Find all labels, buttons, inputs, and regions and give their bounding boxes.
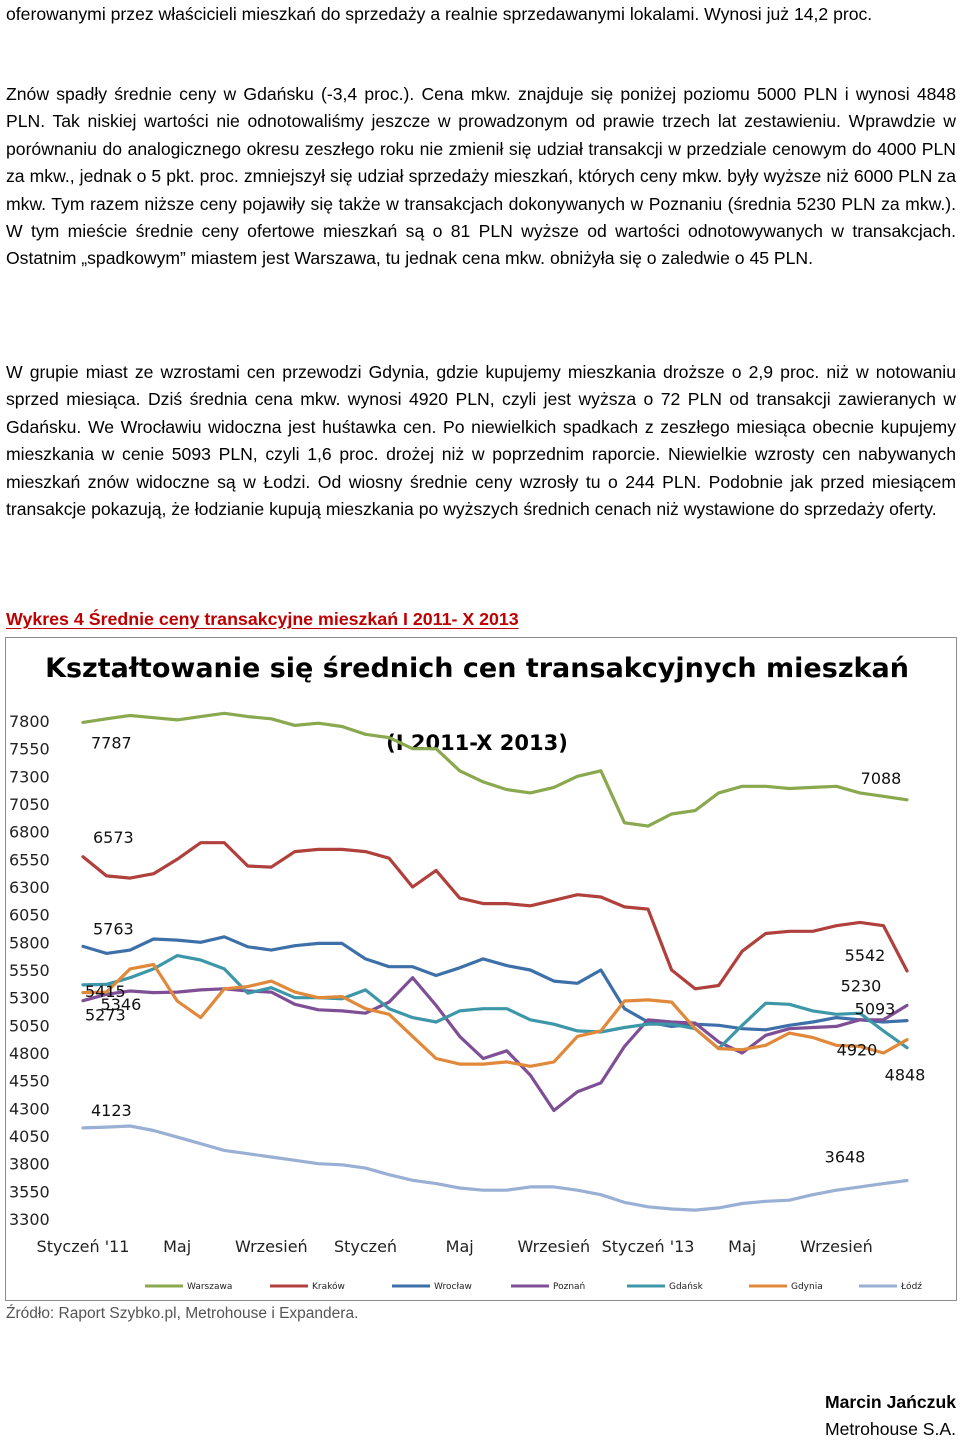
value-label: 5415 <box>85 981 126 1001</box>
value-label: 3648 <box>824 1147 866 1167</box>
legend-label: Łódź <box>901 1282 923 1292</box>
y-tick-label: 4550 <box>9 1071 50 1091</box>
x-tick-label: Maj <box>445 1237 474 1256</box>
y-tick-label: 3550 <box>9 1182 50 1202</box>
x-tick-label: Styczeń '13 <box>601 1237 695 1256</box>
value-label: 5093 <box>854 999 896 1019</box>
x-tick-label: Wrzesień <box>800 1237 873 1256</box>
y-tick-label: 6800 <box>9 822 50 842</box>
y-tick-label: 5550 <box>9 961 50 980</box>
x-tick-label: Wrzesień <box>234 1237 308 1256</box>
y-tick-label: 7050 <box>9 795 50 814</box>
paragraph-growth-cities: W grupie miast ze wzrostami cen przewodzi Gdynia, gdzie kupujemy mieszkania droższe o 2,9 proc. niż w notowaniu sprzed miesiąca. Dziś średnia cena mkw. wynosi 4920 PLN, czyli jest wyższa o 72 PLN od transakcji zawieranych w Gdańsku. We Wrocławiu widoczna jest huśtawka cen. Po niewielkich spadkach z zeszłego miesiąca obecnie kupujemy mieszkania w cenie 5093 PLN, czyli 1,6 proc. drożej niż w poprzednim raporcie. Niewielkie wzrosty cen nabywanych mieszkań znów widoczne są w Łodzi. Od wiosny średnie ceny wzrosły tu o 244 PLN. Podobnie jak przed miesiącem transakcje pokazują, że łodzianie kupują mieszkania po wyższych średnich cenach niż wystawione do sprzedaży oferty. <box>6 362 956 520</box>
y-tick-label: 5050 <box>9 1016 50 1036</box>
price-chart <box>5 637 957 1301</box>
y-tick-label: 6300 <box>9 878 50 897</box>
legend-label: Warszawa <box>187 1282 233 1292</box>
value-label: 5763 <box>93 919 134 939</box>
x-tick-label: Styczeń '11 <box>36 1237 130 1256</box>
y-tick-label: 6550 <box>9 850 50 870</box>
legend-label: Poznań <box>553 1282 586 1292</box>
author-name: Marcin Jańczuk <box>824 1392 956 1412</box>
value-label: 5346 <box>100 995 142 1015</box>
paragraph-gdansk: Znów spadły średnie ceny w Gdańsku (-3,4 proc.). Cena mkw. znajduje się poniżej poziomu 5000 PLN i wynosi 4848 PLN. Tak niskiej wartości nie odnotowaliśmy jeszcze w prowadzonym od prawie trzech lat zestawieniu. Wprawdzie w porównaniu do analogicznego okresu zeszłego roku nie zmienił się udział transakcji w przedziale cenowym do 4000 PLN za mkw., jednak o 5 pkt. proc. zmniejszył się udział sprzedaży mieszkań, których ceny mkw. były wyższe niż 6000 PLN za mkw. Tym razem niższe ceny pojawiły się także w transakcjach dokonywanych w Poznaniu (średnia 5230 PLN za mkw.). W tym mieście średnie ceny ofertowe mieszkań są o 81 PLN wyższe od wartości odnotowywanych w transakcjach. Ostatnim „spadkowym” miastem jest Warszawa, tu jednak cena mkw. obniżyła się o zaledwie o 45 PLN. <box>6 84 956 269</box>
y-tick-label: 4300 <box>9 1099 50 1119</box>
value-label: 4123 <box>91 1100 132 1120</box>
y-tick-label: 4050 <box>9 1127 50 1146</box>
value-label: 4920 <box>836 1040 878 1060</box>
chart-title: Kształtowanie się średnich cen transakcyjnych mieszkań <box>45 653 909 684</box>
x-tick-label: Wrzesień <box>517 1237 591 1256</box>
value-label: 7088 <box>860 768 902 788</box>
y-tick-label: 7550 <box>9 739 50 759</box>
y-tick-label: 4800 <box>9 1044 50 1063</box>
y-tick-label: 7300 <box>9 767 50 787</box>
chart-subtitle: (I 2011-X 2013) <box>386 731 568 755</box>
chart-container <box>5 637 957 1301</box>
y-tick-label: 5800 <box>9 933 50 953</box>
source-note: Źródło: Raport Szybko.pl, Metrohouse i Expandera. <box>6 1305 359 1322</box>
value-label: 5230 <box>840 976 882 996</box>
legend-label: Gdańsk <box>669 1282 703 1292</box>
value-label: 4848 <box>884 1065 926 1085</box>
author-company: Metrohouse S.A. <box>824 1419 956 1439</box>
legend-label: Wrocław <box>434 1282 472 1292</box>
y-tick-label: 5300 <box>9 988 50 1008</box>
x-tick-label: Styczeń <box>333 1237 398 1256</box>
x-tick-label: Maj <box>163 1237 192 1256</box>
legend-label: Kraków <box>312 1282 345 1292</box>
value-label: 5273 <box>85 1005 126 1025</box>
value-label: 6573 <box>93 827 134 847</box>
y-tick-label: 7800 <box>9 712 50 731</box>
legend-label: Gdynia <box>791 1282 823 1292</box>
y-tick-label: 3800 <box>9 1154 50 1174</box>
y-tick-label: 6050 <box>9 905 50 925</box>
value-label: 5542 <box>844 945 886 965</box>
value-label: 7787 <box>91 733 132 753</box>
x-tick-label: Maj <box>728 1237 757 1256</box>
figure-caption: Wykres 4 Średnie ceny transakcyjne mieszkań I 2011- X 2013 <box>6 609 519 629</box>
paragraph-intro: oferowanymi przez właścicieli mieszkań do sprzedaży a realnie sprzedawanymi lokalami. Wynosi już 14,2 proc. <box>6 4 873 24</box>
y-tick-label: 3300 <box>9 1210 50 1229</box>
